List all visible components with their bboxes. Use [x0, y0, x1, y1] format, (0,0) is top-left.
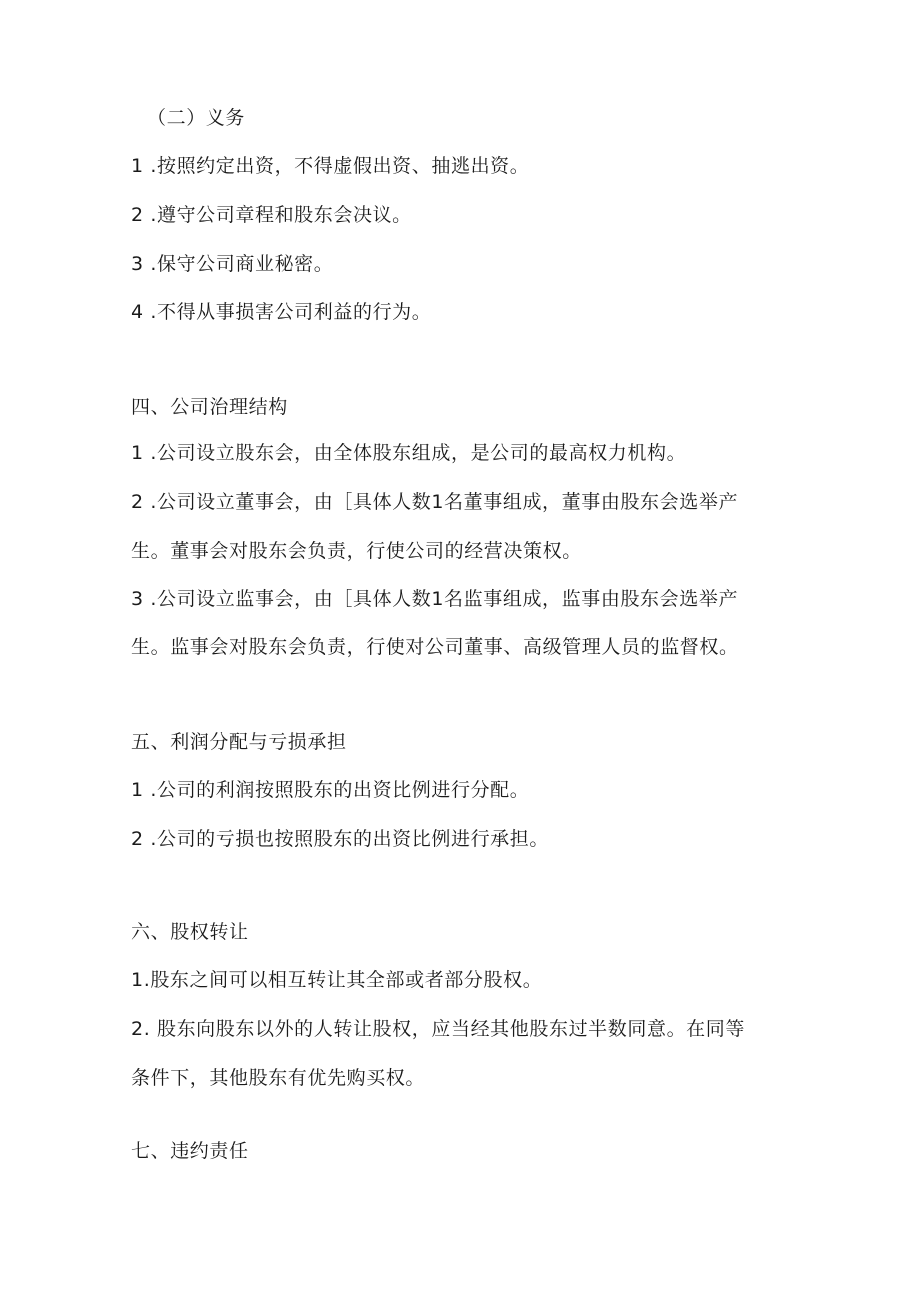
obligation-item-4: 4 .不得从事损害公司利益的行为。	[131, 301, 432, 323]
governance-item-1: 1 .公司设立股东会，由全体股东组成，是公司的最高权力机构。	[131, 442, 687, 464]
transfer-item-2-line-1: 2. 股东向股东以外的人转让股权，应当经其他股东过半数同意。在同等	[131, 1018, 745, 1040]
obligation-item-2: 2 .遵守公司章程和股东会决议。	[131, 204, 412, 226]
governance-item-2-line-1: 2 .公司设立董事会，由［具体人数1名董事组成，董事由股东会选举产	[131, 491, 739, 513]
profit-item-1: 1 .公司的利润按照股东的出资比例进行分配。	[131, 779, 530, 801]
profit-heading: 五、利润分配与亏损承担	[131, 731, 347, 753]
governance-item-3-line-1: 3 .公司设立监事会，由［具体人数1名监事组成，监事由股东会选举产	[131, 588, 739, 610]
obligation-item-1: 1 .按照约定出资，不得虚假出资、抽逃出资。	[131, 155, 530, 177]
governance-heading: 四、公司治理结构	[131, 396, 288, 418]
profit-item-2: 2 .公司的亏损也按照股东的出资比例进行承担。	[131, 828, 549, 850]
obligations-heading: （二）义务	[147, 107, 246, 129]
transfer-item-2-line-2: 条件下，其他股东有优先购买权。	[131, 1067, 426, 1089]
governance-item-3-line-2: 生。监事会对股东会负责，行使对公司董事、高级管理人员的监督权。	[131, 636, 739, 658]
liability-heading: 七、违约责任	[131, 1140, 249, 1162]
governance-item-2-line-2: 生。董事会对股东会负责，行使公司的经营决策权。	[131, 540, 582, 562]
obligation-item-3: 3 .保守公司商业秘密。	[131, 253, 334, 275]
transfer-item-1: 1.股东之间可以相互转让其全部或者部分股权。	[131, 969, 543, 991]
transfer-heading: 六、股权转让	[131, 921, 249, 943]
